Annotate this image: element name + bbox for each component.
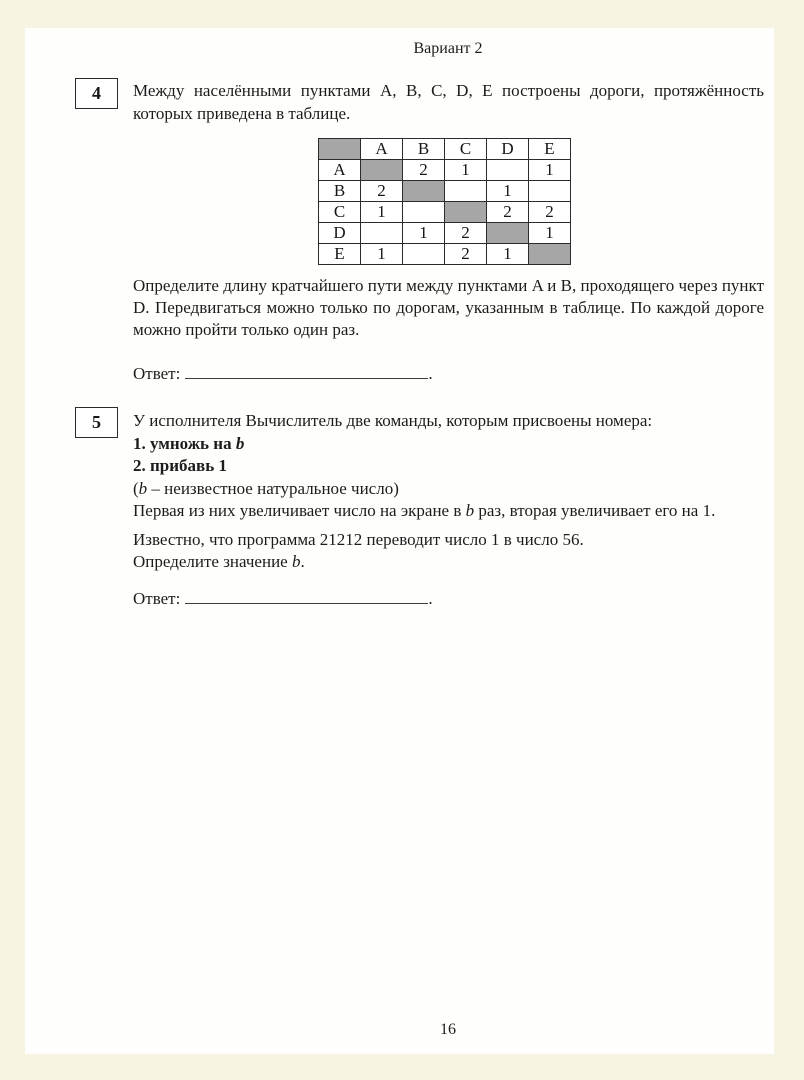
table-row-E [319, 244, 571, 265]
distance-cell: 2 [445, 223, 487, 244]
answer-blank-line [185, 363, 428, 379]
problem5-intro-line: У исполнителя Вычислитель две команды, которым присвоены номера: [133, 411, 653, 430]
diagonal-cell [361, 160, 403, 181]
command-1 [133, 433, 764, 456]
column-header-cell: A [361, 139, 403, 160]
distance-cell: 2 [361, 181, 403, 202]
distance-cell: 1 [487, 244, 529, 265]
distance-cell: 2 [403, 160, 445, 181]
problem4-question: Определите длину кратчайшего пути между пунктами A и B, проходящего через пункт D. Передвигаться можно только по дорогам, указанным в таблице. По каждой дороге можно пройти только один раз. [133, 276, 764, 339]
problem4-intro: Между населёнными пунктами A, B, C, D, E построены дороги, протяжённость которых приведена в таблице. [133, 81, 764, 123]
row-header-cell: D [319, 223, 361, 244]
problem5-number: 5 [92, 412, 101, 432]
column-header-cell: C [445, 139, 487, 160]
distance-cell: 1 [445, 160, 487, 181]
column-header-cell: D [487, 139, 529, 160]
table-row-D [319, 223, 571, 244]
distance-cell [529, 181, 571, 202]
note-variable: b [138, 478, 148, 498]
table-header-row [319, 139, 571, 160]
distance-cell: 1 [361, 202, 403, 223]
command-1-variable: b [235, 433, 245, 453]
table-row-A [319, 160, 571, 181]
distance-cell: 1 [361, 244, 403, 265]
description-part1: Первая из них увеличивает число на экране в [133, 501, 466, 520]
task-line [133, 551, 764, 574]
answer-period: . [428, 364, 433, 383]
problem5-number-box [75, 407, 118, 438]
distance-cell [487, 160, 529, 181]
column-header-cell: E [529, 139, 571, 160]
distance-cell: 2 [529, 202, 571, 223]
task-period: . [300, 552, 305, 571]
row-header-cell: C [319, 202, 361, 223]
description-part2: раз, вторая увеличивает его на 1. [474, 501, 716, 520]
row-header-cell: A [319, 160, 361, 181]
distance-cell: 1 [487, 181, 529, 202]
table-row-C [319, 202, 571, 223]
document-page [25, 28, 774, 1054]
command-2: 2. прибавь 1 [133, 456, 227, 475]
distance-cell [445, 181, 487, 202]
table-row-B [319, 181, 571, 202]
problem4-number-box [75, 78, 118, 109]
diagonal-cell [445, 202, 487, 223]
diagonal-cell [487, 223, 529, 244]
note-open-paren: ( [133, 478, 139, 498]
distance-cell [403, 202, 445, 223]
diagonal-cell [403, 181, 445, 202]
distance-cell [361, 223, 403, 244]
page-number: 16 [440, 1021, 456, 1038]
problem5-answer-label: Ответ: [133, 589, 181, 608]
distance-table [318, 138, 571, 265]
distance-cell: 1 [529, 223, 571, 244]
description-variable: b [465, 501, 475, 520]
distance-cell [403, 244, 445, 265]
diagonal-cell [319, 139, 361, 160]
distance-cell: 1 [403, 223, 445, 244]
row-header-cell: E [319, 244, 361, 265]
row-header-cell: B [319, 181, 361, 202]
variable-note [133, 478, 764, 501]
problem5-answer [133, 588, 433, 609]
note-text: – неизвестное натуральное число) [147, 478, 399, 498]
distance-cell: 1 [529, 160, 571, 181]
answer-period: . [428, 589, 433, 608]
problem4-answer-label: Ответ: [133, 364, 181, 383]
problem4-answer [133, 363, 433, 384]
distance-cell: 2 [487, 202, 529, 223]
commands-description [133, 500, 764, 523]
problem4-number: 4 [92, 83, 101, 103]
column-header-cell: B [403, 139, 445, 160]
answer-blank-line [185, 588, 428, 604]
variant-header: Вариант 2 [413, 40, 483, 57]
task-variable: b [291, 552, 301, 571]
distance-cell: 2 [445, 244, 487, 265]
diagonal-cell [529, 244, 571, 265]
program-fact: Известно, что программа 21212 переводит число 1 в число 56. [133, 529, 584, 549]
problem5-text [133, 410, 764, 574]
command-1-text: 1. умножь на [133, 433, 236, 453]
task-text: Определите значение [133, 552, 292, 571]
